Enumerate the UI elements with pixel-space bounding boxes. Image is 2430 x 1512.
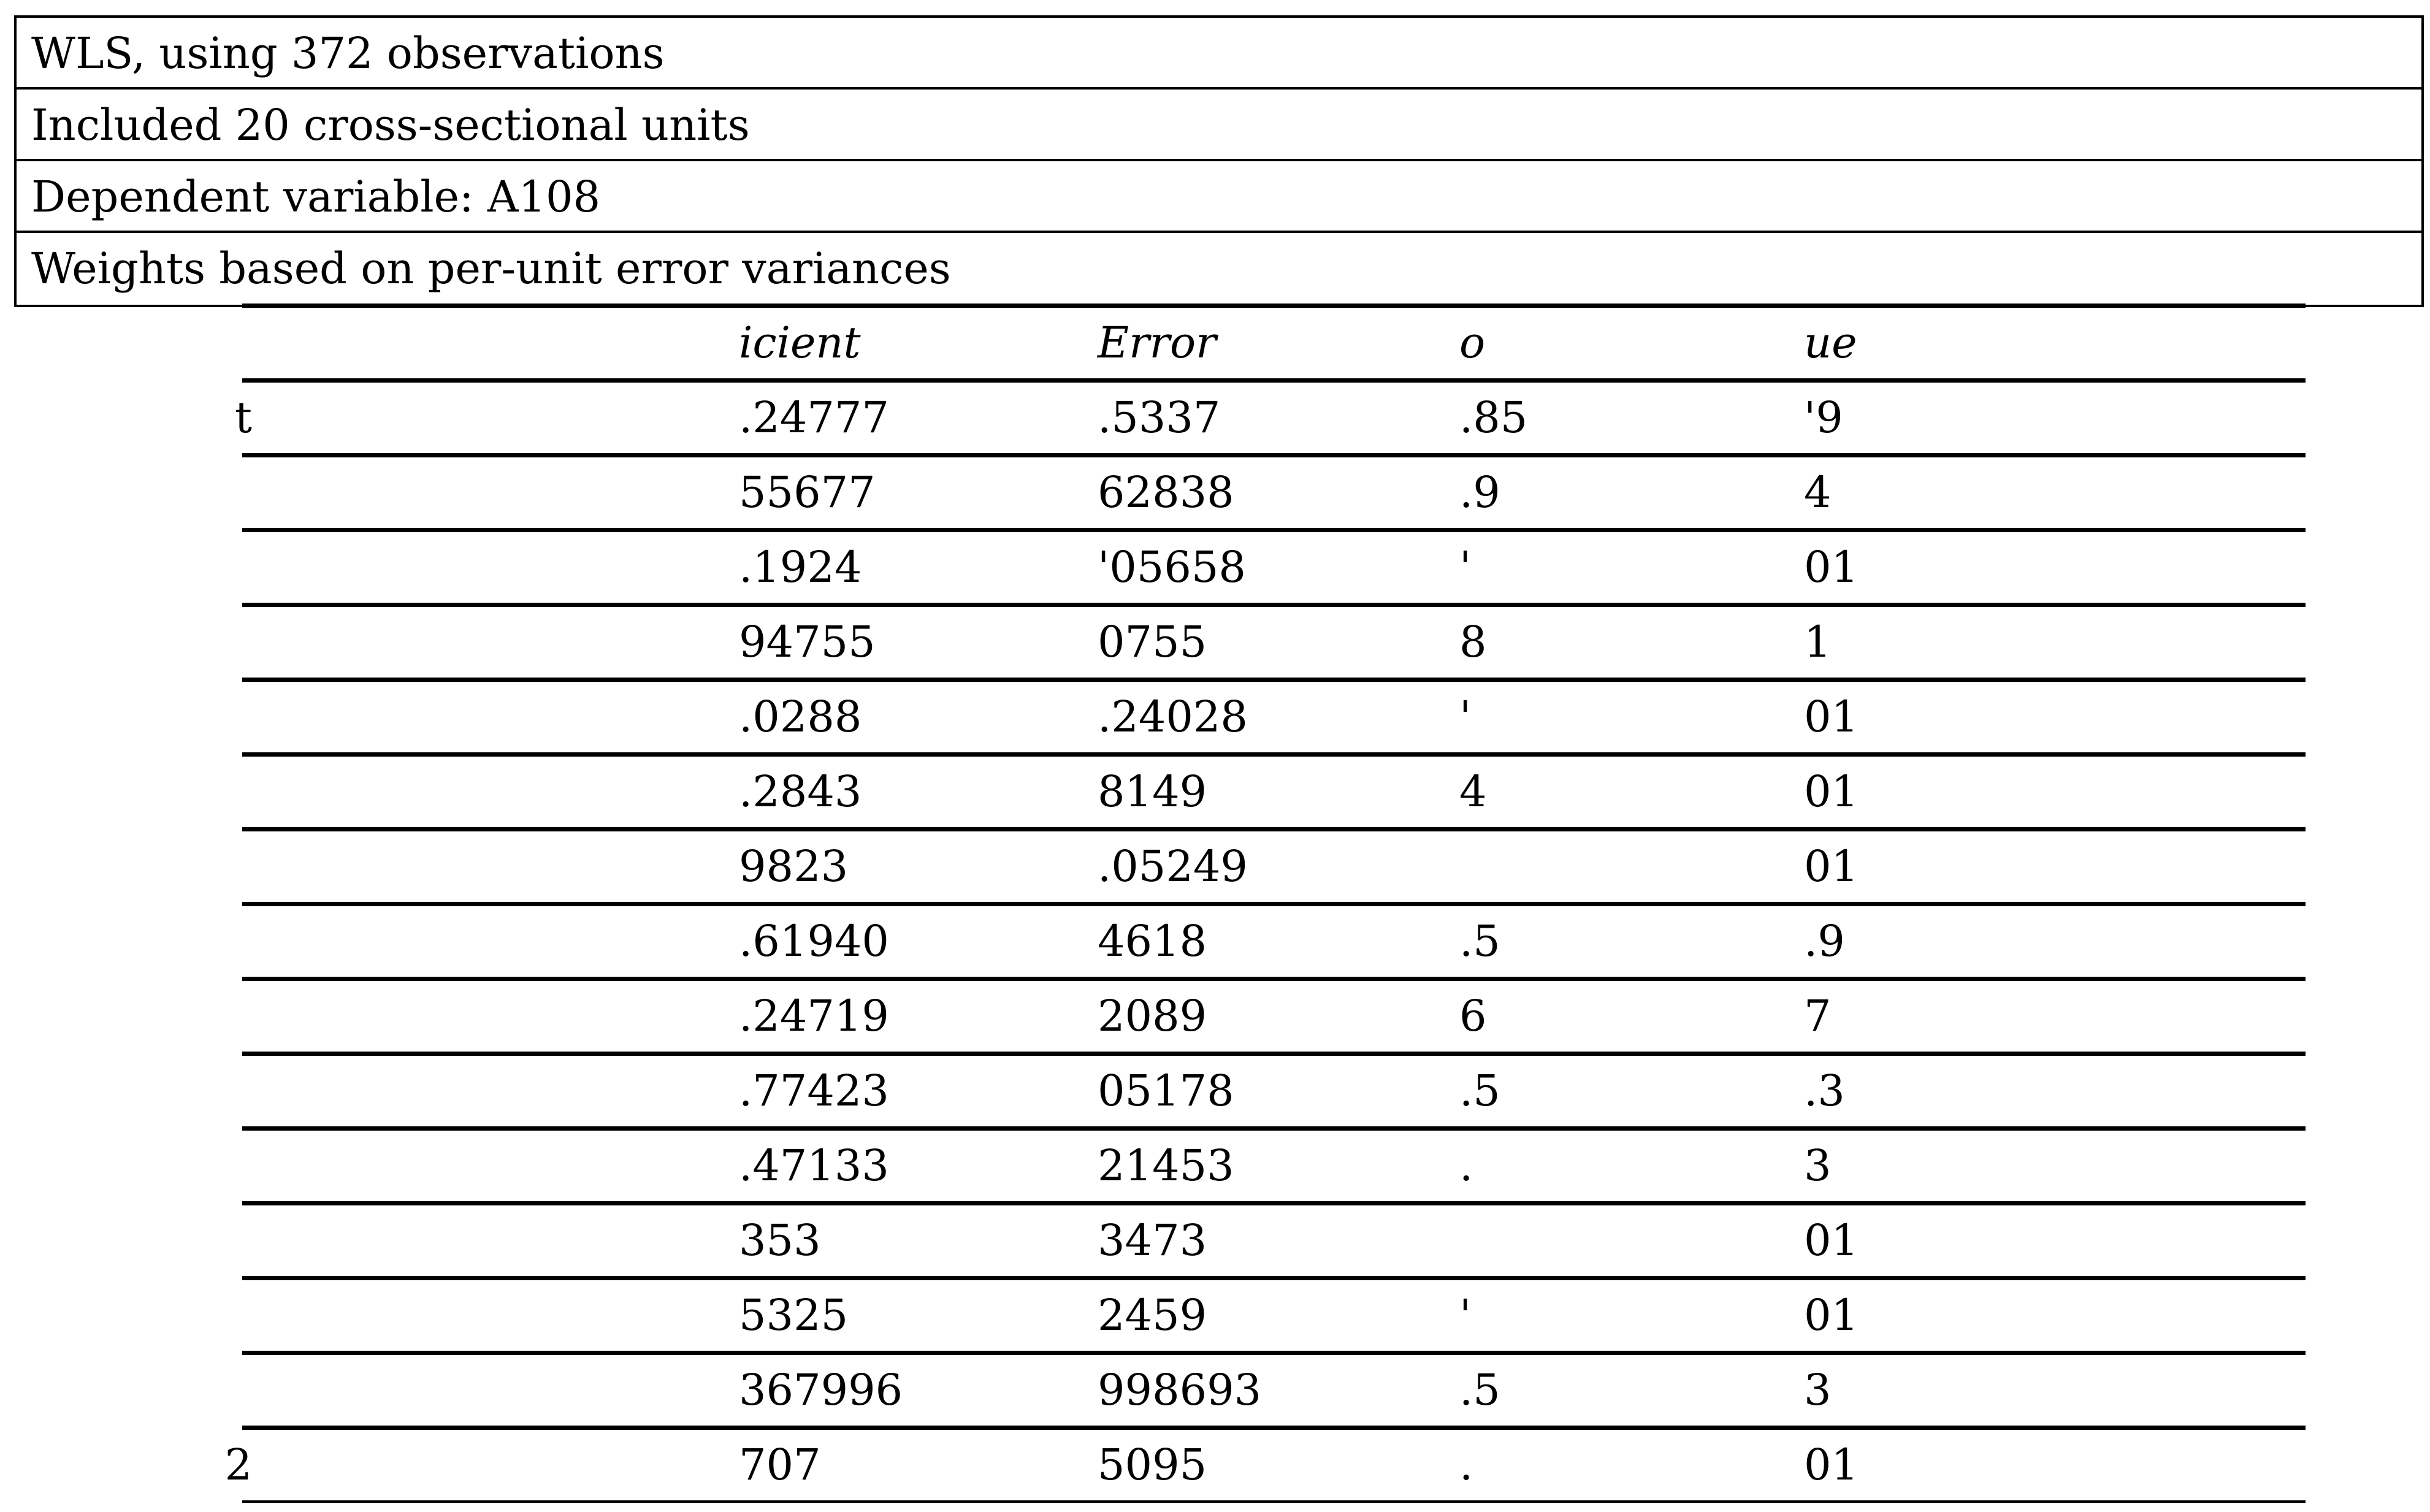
coefficient-table [224, 304, 2306, 1503]
table-row [242, 1276, 2306, 1351]
variable-cell [242, 532, 252, 603]
table-row [242, 453, 2306, 528]
table-row [242, 1201, 2306, 1276]
p-value-cell: 1 [1804, 617, 1832, 667]
coefficient-cell: 94755 [739, 617, 876, 667]
std-error-cell: .24028 [1098, 692, 1248, 742]
header-line-weights: Weights based on per-unit error variances [31, 243, 951, 294]
std-error-cell: 2459 [1098, 1290, 1207, 1340]
std-error-cell: 2089 [1098, 991, 1207, 1041]
coefficient-cell: 55677 [739, 467, 876, 517]
std-error-cell: 5095 [1098, 1440, 1207, 1490]
p-value-cell: 01 [1804, 1290, 1859, 1340]
table-row [242, 752, 2306, 827]
coefficient-cell: .1924 [739, 542, 862, 592]
t-ratio-cell: .5 [1459, 916, 1500, 966]
regression-header-box [14, 15, 2424, 307]
table-row [224, 1426, 2306, 1503]
variable-cell [242, 1205, 252, 1276]
variable-cell: t [234, 392, 252, 443]
std-error-cell: 8149 [1098, 766, 1207, 817]
table-row [242, 1351, 2306, 1426]
p-value-cell: 01 [1804, 1440, 1859, 1490]
std-error-cell: 3473 [1098, 1215, 1207, 1266]
p-value-cell: 3 [1804, 1365, 1832, 1415]
p-value-cell: 01 [1804, 542, 1859, 592]
coefficient-cell: .0288 [739, 692, 862, 742]
t-ratio-cell: 4 [1459, 766, 1487, 817]
p-value-cell: 7 [1804, 991, 1832, 1041]
table-row [242, 1052, 2306, 1126]
p-value-cell: .3 [1804, 1066, 1845, 1116]
table-row [242, 977, 2306, 1052]
p-value-cell: '9 [1804, 392, 1843, 443]
std-error-cell: 4618 [1098, 916, 1207, 966]
p-value-cell: .9 [1804, 916, 1845, 966]
std-error-cell: 21453 [1098, 1140, 1234, 1191]
coefficient-cell: .24719 [739, 991, 889, 1041]
variable-cell [242, 1131, 252, 1201]
coefficient-cell: .47133 [739, 1140, 889, 1191]
t-ratio-cell: ' [1459, 1290, 1472, 1340]
t-ratio-cell: .85 [1459, 392, 1528, 443]
coefficient-cell: 9823 [739, 841, 849, 892]
coefficient-cell: 367996 [739, 1365, 903, 1415]
column-header-coefficient: icient [739, 318, 861, 368]
std-error-cell: 62838 [1098, 467, 1234, 517]
t-ratio-cell: .5 [1459, 1066, 1500, 1116]
t-ratio-cell: .5 [1459, 1365, 1500, 1415]
header-line-estimator: WLS, using 372 observations [17, 18, 2421, 90]
p-value-cell: 3 [1804, 1140, 1832, 1191]
table-row [242, 528, 2306, 603]
variable-cell [242, 1280, 252, 1351]
variable-cell [242, 981, 252, 1052]
std-error-cell: 05178 [1098, 1066, 1234, 1116]
variable-cell: 2 [224, 1440, 252, 1490]
p-value-cell: 01 [1804, 841, 1859, 892]
coefficient-cell: 353 [739, 1215, 821, 1266]
variable-cell [242, 1056, 252, 1126]
table-row [242, 827, 2306, 902]
variable-cell [242, 831, 252, 902]
t-ratio-cell: .9 [1459, 467, 1500, 517]
std-error-cell: .05249 [1098, 841, 1248, 892]
t-ratio-cell: . [1459, 1440, 1473, 1490]
table-row [242, 902, 2306, 977]
variable-cell [242, 457, 252, 528]
std-error-cell: '05658 [1098, 542, 1246, 592]
variable-cell [242, 906, 252, 977]
t-ratio-cell: ' [1459, 542, 1472, 592]
std-error-cell: 998693 [1098, 1365, 1262, 1415]
p-value-cell: 4 [1804, 467, 1832, 517]
p-value-cell: 01 [1804, 692, 1859, 742]
coefficient-cell: 5325 [739, 1290, 849, 1340]
column-header-std-error: Error [1098, 318, 1217, 368]
coefficient-cell: .61940 [739, 916, 889, 966]
t-ratio-cell: 6 [1459, 991, 1487, 1041]
variable-cell [242, 607, 252, 678]
variable-cell [242, 682, 252, 752]
column-header-t-ratio: o [1459, 318, 1486, 368]
variable-cell [242, 1355, 252, 1426]
column-header-row [242, 304, 2306, 378]
table-row [242, 1126, 2306, 1201]
column-header-p-value: ue [1804, 318, 1857, 368]
column-header-variable [242, 308, 252, 378]
p-value-cell: 01 [1804, 766, 1859, 817]
table-row [242, 603, 2306, 678]
coefficient-cell: .77423 [739, 1066, 889, 1116]
std-error-cell: .5337 [1098, 392, 1221, 443]
p-value-cell: 01 [1804, 1215, 1859, 1266]
table-row [234, 378, 2306, 453]
t-ratio-cell: 8 [1459, 617, 1487, 667]
variable-cell [242, 757, 252, 827]
coefficient-cell: .24777 [739, 392, 889, 443]
table-row [242, 678, 2306, 752]
coefficient-cell: .2843 [739, 766, 862, 817]
header-line-units: Included 20 cross-sectional units [17, 90, 2421, 161]
t-ratio-cell: . [1459, 1140, 1473, 1191]
t-ratio-cell: ' [1459, 692, 1472, 742]
coefficient-cell: 707 [739, 1440, 821, 1490]
std-error-cell: 0755 [1098, 617, 1207, 667]
header-line-dependent-variable: Dependent variable: A108 [17, 161, 2421, 233]
